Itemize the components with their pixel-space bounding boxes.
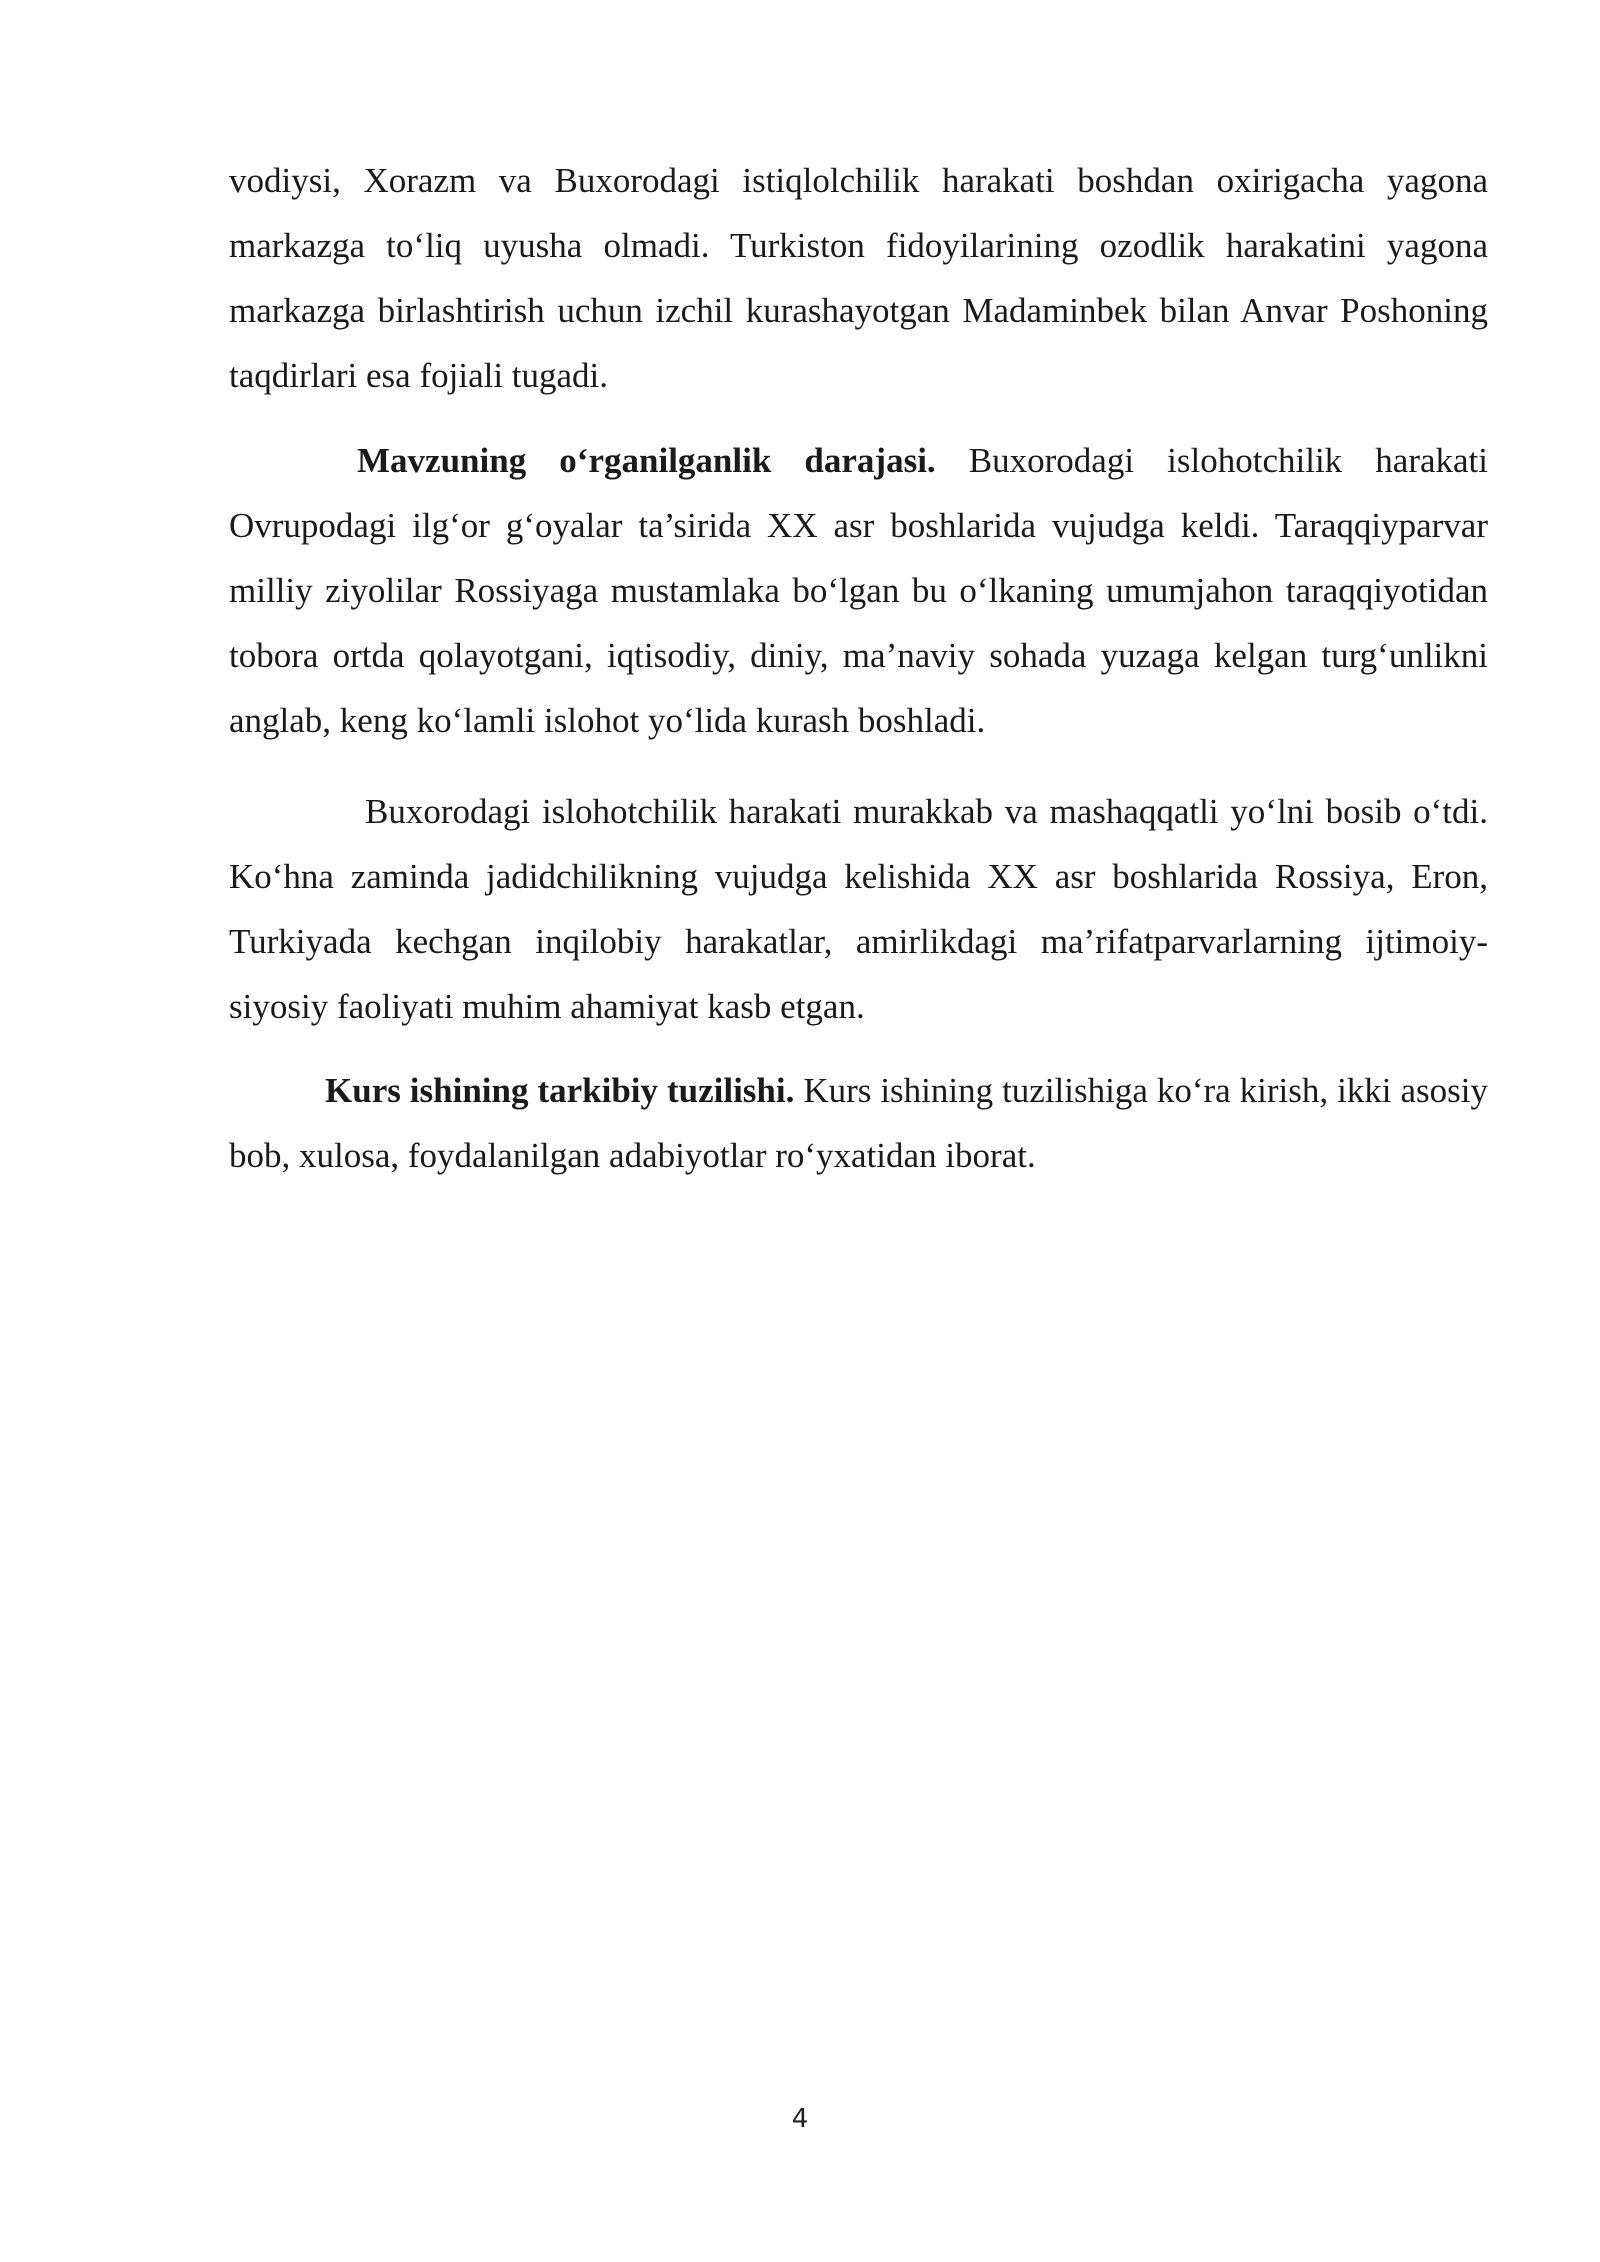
- paragraph-1: [229, 148, 1488, 408]
- page-number: 4: [791, 2104, 809, 2134]
- paragraph-4: [229, 1058, 1488, 1188]
- paragraph-2-text: Buxorodagi islohotchilik harakati Ovrupodagi ilg‘or g‘oyalar ta’sirida XX asr boshlarida vujudga keldi. Taraqqiyparvar milliy ziyolilar Rossiyaga mustamlaka bo‘lgan bu o‘lkaning umumjahon taraqqiyotidan tobora ortda qolayotgani, iqtisodiy, diniy, ma’naviy sohada yuzaga kelgan turg‘unlikni anglab, keng ko‘lamli islohot yo‘lida kurash boshladi.: [229, 441, 1489, 740]
- paragraph-4-text: Kurs ishining tuzilishiga ko‘ra kirish, ikki asosiy bob, xulosa, foydalanilgan adabiyotlar ro‘yxatidan iborat.: [229, 1071, 1488, 1175]
- paragraph-1-text: vodiysi, Xorazm va Buxorodagi istiqlolchilik harakati boshdan oxirigacha yagona markazga to‘liq uyusha olmadi. Turkiston fidoyilarining ozodlik harakatini yagona markazga birlashtirish uchun izchil kurashayotgan Madaminbek bilan Anvar Poshoning taqdirlari esa fojiali tugadi.: [229, 161, 1488, 395]
- paragraph-3-text: Buxorodagi islohotchilik harakati murakkab va mashaqqatli yo‘lni bosib o‘tdi. Ko‘hna zaminda jadidchilikning vujudga kelishida XX asr boshlarida Rossiya, Eron, Turkiyada kechgan inqilobiy harakatlar, amirlikdagi ma’rifatparvarlarning ijtimoiy-siyosiy faoliyati muhim ahamiyat kasb etgan.: [229, 792, 1488, 1026]
- paragraph-3: [229, 779, 1488, 1039]
- paragraph-2: [229, 428, 1488, 753]
- page-body: [229, 148, 1488, 1188]
- section-heading-structure: Kurs ishining tarkibiy tuzilishi.: [325, 1071, 795, 1110]
- section-heading-study-level: Mavzuning o‘rganilganlik darajasi.: [357, 441, 936, 480]
